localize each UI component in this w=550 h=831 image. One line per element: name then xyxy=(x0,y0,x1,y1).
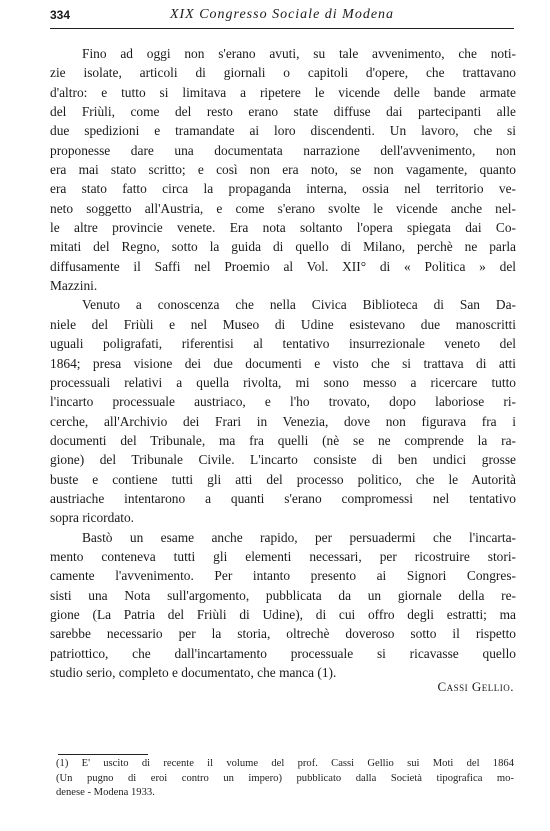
footnote-line: (Un pugno di eroi contro un impero) pubblicato dalla Società tipografica mo- xyxy=(56,772,514,784)
text-line: austriache intentarono a quanti s'erano compromessi nel tentativo xyxy=(50,490,516,506)
paragraph-1 xyxy=(50,44,516,295)
text-line: zie isolate, articoli di giornali o capitoli d'opere, che trattavano xyxy=(50,65,516,81)
text-line: le altre provincie venete. Era nota soltanto l'opera spiegata dai Co- xyxy=(50,220,516,236)
page-number: 334 xyxy=(50,8,71,22)
text-line: buste e contiene tutti gli atti del processo politico, che le Autorità xyxy=(50,471,516,487)
text-line: due spedizioni e tramandate ai loro discendenti. Un lavoro, che si xyxy=(50,123,516,139)
text-line: diffusamente il Saffi nel Proemio al Vol. XII° di « Politica » del xyxy=(50,258,516,274)
text-line: camente l'avvenimento. Per intanto presento ai Signori Congres- xyxy=(50,568,516,584)
text-line: Bastò un esame anche rapido, per persuadermi che l'incarta- xyxy=(82,529,516,545)
text-line: cerche, all'Archivio dei Frari in Venezia, dove non figurava fra i xyxy=(50,413,516,429)
footnote xyxy=(56,757,514,801)
text-line: era mai stato scritto; e così non era noto, se non vagamente, quanto xyxy=(50,162,516,178)
body-text xyxy=(50,44,516,682)
running-head: XIX Congresso Sociale di Modena xyxy=(169,7,395,22)
page-header xyxy=(50,6,514,29)
text-line: mento conteneva tutti gli elementi necessari, per ricostruire stori- xyxy=(50,548,516,564)
author-signature: Cassi Gellio. xyxy=(437,679,514,694)
text-line: d'altro: e tutto si limitava a ripetere le vicende delle bande armate xyxy=(50,84,516,100)
text-line: gione) del Tribunale Civile. L'incarto consiste di ben undici grosse xyxy=(50,452,516,468)
text-line: documenti del Tribunale, ma fra quelli (nè se ne comprende la ra- xyxy=(50,432,516,448)
footnote-divider xyxy=(58,754,148,755)
text-line: processuali relativi a quella rivolta, mi sono messo a ricercare tutto xyxy=(50,374,516,390)
text-line: l'incarto processuale austriaco, e l'ho trovato, dopo laboriose ri- xyxy=(50,394,516,410)
text-line: uguali poligrafati, riferentisi al tentativo insurrezionale veneto del xyxy=(50,336,516,352)
paragraph-3 xyxy=(50,528,516,683)
text-line: mitati del Regno, sotto la guida di quello di Milano, perchè ne parla xyxy=(50,239,516,255)
text-line: studio serio, completo e documentato, che manca (1). xyxy=(50,665,337,680)
paragraph-2 xyxy=(50,295,516,527)
text-line: Fino ad oggi non s'erano avuti, su tale avvenimento, che noti- xyxy=(82,46,516,61)
text-line: Mazzini. xyxy=(50,278,98,294)
footnote-line: denese - Modena 1933. xyxy=(56,787,155,798)
text-line: patriottico, che dall'incartamento processuale si ricavasse quello xyxy=(50,645,516,661)
text-line: gione (La Patria del Friùli di Udine), di cui offro degli estratti; ma xyxy=(50,606,516,622)
text-line: 1864; presa visione dei due documenti e visto che si trattava di atti xyxy=(50,355,516,371)
text-line: proponesse dare una documentata narrazione dell'avvenimento, non xyxy=(50,142,516,158)
text-line: niele del Friùli e nel Museo di Udine esistevano due manoscritti xyxy=(50,316,516,332)
text-line: del Friùli, come del resto erano state diffuse dai partecipanti alle xyxy=(50,104,516,120)
text-line: sisti una Nota sull'argomento, pubblicata da un giornale della re- xyxy=(50,587,516,603)
text-line: era stato fatto circa la propaganda interna, ossia nel territorio ve- xyxy=(50,181,516,197)
footnote-line: (1) E' uscito di recente il volume del prof. Cassi Gellio sui Moti del 1864 xyxy=(56,758,514,769)
text-line: neto soggetto all'Austria, e come s'erano svolte le vicende anche nel- xyxy=(50,200,516,216)
text-line: Venuto a conoscenza che nella Civica Biblioteca di San Da- xyxy=(82,297,516,313)
text-line: sopra ricordato. xyxy=(50,510,135,526)
text-line: sarebbe necessario per la storia, oltrechè doveroso sotto il rispetto xyxy=(50,626,516,642)
